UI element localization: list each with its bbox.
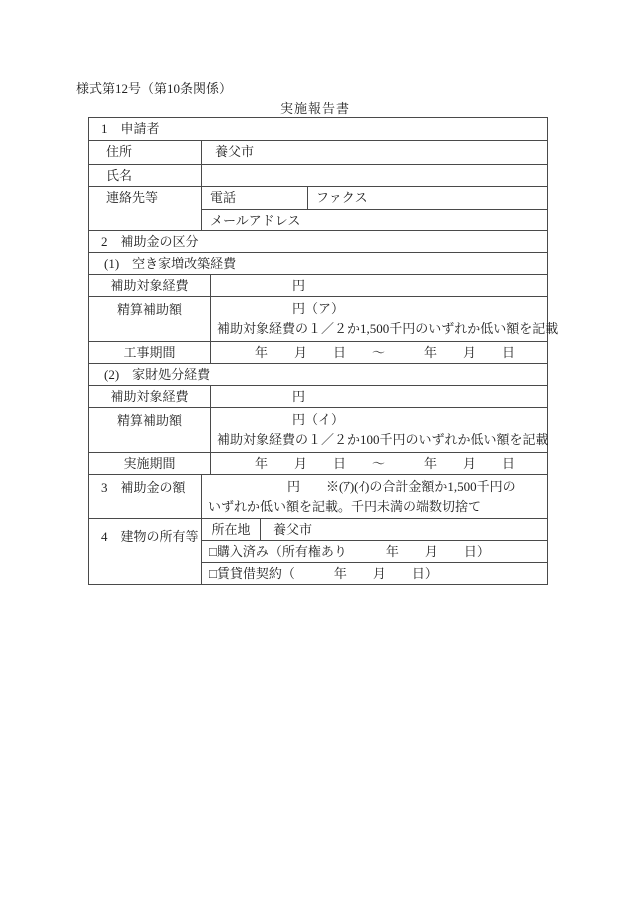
row-cat1-period [89,341,547,363]
cat1-settlement-label: 精算補助額 [116,302,182,317]
section-subsidy-header [89,230,547,252]
name-label: 氏名 [106,168,133,183]
row-cat2-settlement [89,407,547,452]
lease-option-label: 賃貸借契約（ 年 月 日） [216,566,438,581]
row-address [89,140,547,164]
lease-option [202,563,547,584]
row-cat1-expense [89,274,547,296]
cat1-settlement-cell [210,297,558,341]
purchase-option [202,541,547,562]
row-building-ownership [89,518,547,584]
phone-field[interactable]: 電話 [210,190,237,205]
cat1-period-label: 工事期間 [123,345,176,360]
cat2-expense-label: 補助対象経費 [110,389,189,404]
email-field[interactable]: メールアドレス [210,213,301,228]
amount-section-label: 3 補助金の額 [101,480,186,495]
cat2-expense-value-field[interactable]: 円 [210,386,547,407]
cat1-expense-label: 補助対象経費 [110,278,189,293]
purchase-checkbox[interactable]: □ [209,544,217,559]
section-subsidy-label: 2 補助金の区分 [101,234,199,249]
building-fields [201,519,547,584]
amount-value-field[interactable]: 円 ※(ｱ)(ｲ)の合計金額か1,500千円の [287,479,516,494]
row-name [89,164,547,186]
cat1-expense-value-field[interactable]: 円 [210,275,547,296]
cat1-settlement-value-field[interactable]: 円（ア） [292,301,345,316]
location-value-field[interactable]: 養父市 [260,519,547,540]
row-lease-option [202,562,547,584]
contact-fields [201,187,547,230]
cat1-settlement-note: 補助対象経費の１／２か1,500千円のいずれか低い額を記載 [217,321,559,336]
lease-checkbox[interactable]: □ [209,566,217,581]
category1-title: (1) 空き家増改築経費 [104,256,237,271]
form-number: 様式第12号（第10条関係） [76,81,233,96]
category1-header [89,252,547,274]
cat2-settlement-note: 補助対象経費の１／２か100千円のいずれか低い額を記載 [217,432,549,447]
contact-label: 連絡先等 [106,190,159,205]
building-section-label: 4 建物の所有等 [101,529,199,544]
row-subsidy-amount [89,474,547,518]
category2-title: (2) 家財処分経費 [104,367,211,382]
row-purchase-option [202,540,547,562]
report-form-table [88,117,559,585]
cat1-period-value-field[interactable]: 年 月 日 ～ 年 月 日 [210,342,547,363]
amount-cell [201,475,547,518]
address-label: 住所 [106,144,133,159]
row-cat2-period [89,452,547,474]
section-applicant-label: 1 申請者 [101,121,160,136]
cat2-period-label: 実施期間 [123,456,176,471]
fax-field[interactable]: ファクス [307,187,547,209]
row-contact [89,186,547,230]
amount-note: いずれか低い額を記載。千円未満の端数切捨て [208,498,482,514]
row-cat1-settlement [89,296,559,341]
section-applicant-header [89,118,547,140]
row-phone-fax [202,187,547,209]
row-email [202,209,547,230]
address-value-field[interactable]: 養父市 [201,141,547,164]
purchase-option-label: 購入済み（所有権あり 年 月 日） [216,544,490,559]
row-location [202,519,547,540]
category2-header [89,363,547,385]
cat2-period-value-field[interactable]: 年 月 日 ～ 年 月 日 [210,453,547,474]
cat2-settlement-label: 精算補助額 [116,413,182,428]
location-label: 所在地 [211,522,251,537]
row-cat2-expense [89,385,547,407]
document-title: 実施報告書 [279,101,350,116]
cat2-settlement-cell [210,408,549,452]
cat2-settlement-value-field[interactable]: 円（イ） [292,412,345,427]
name-value-field[interactable] [201,165,547,186]
